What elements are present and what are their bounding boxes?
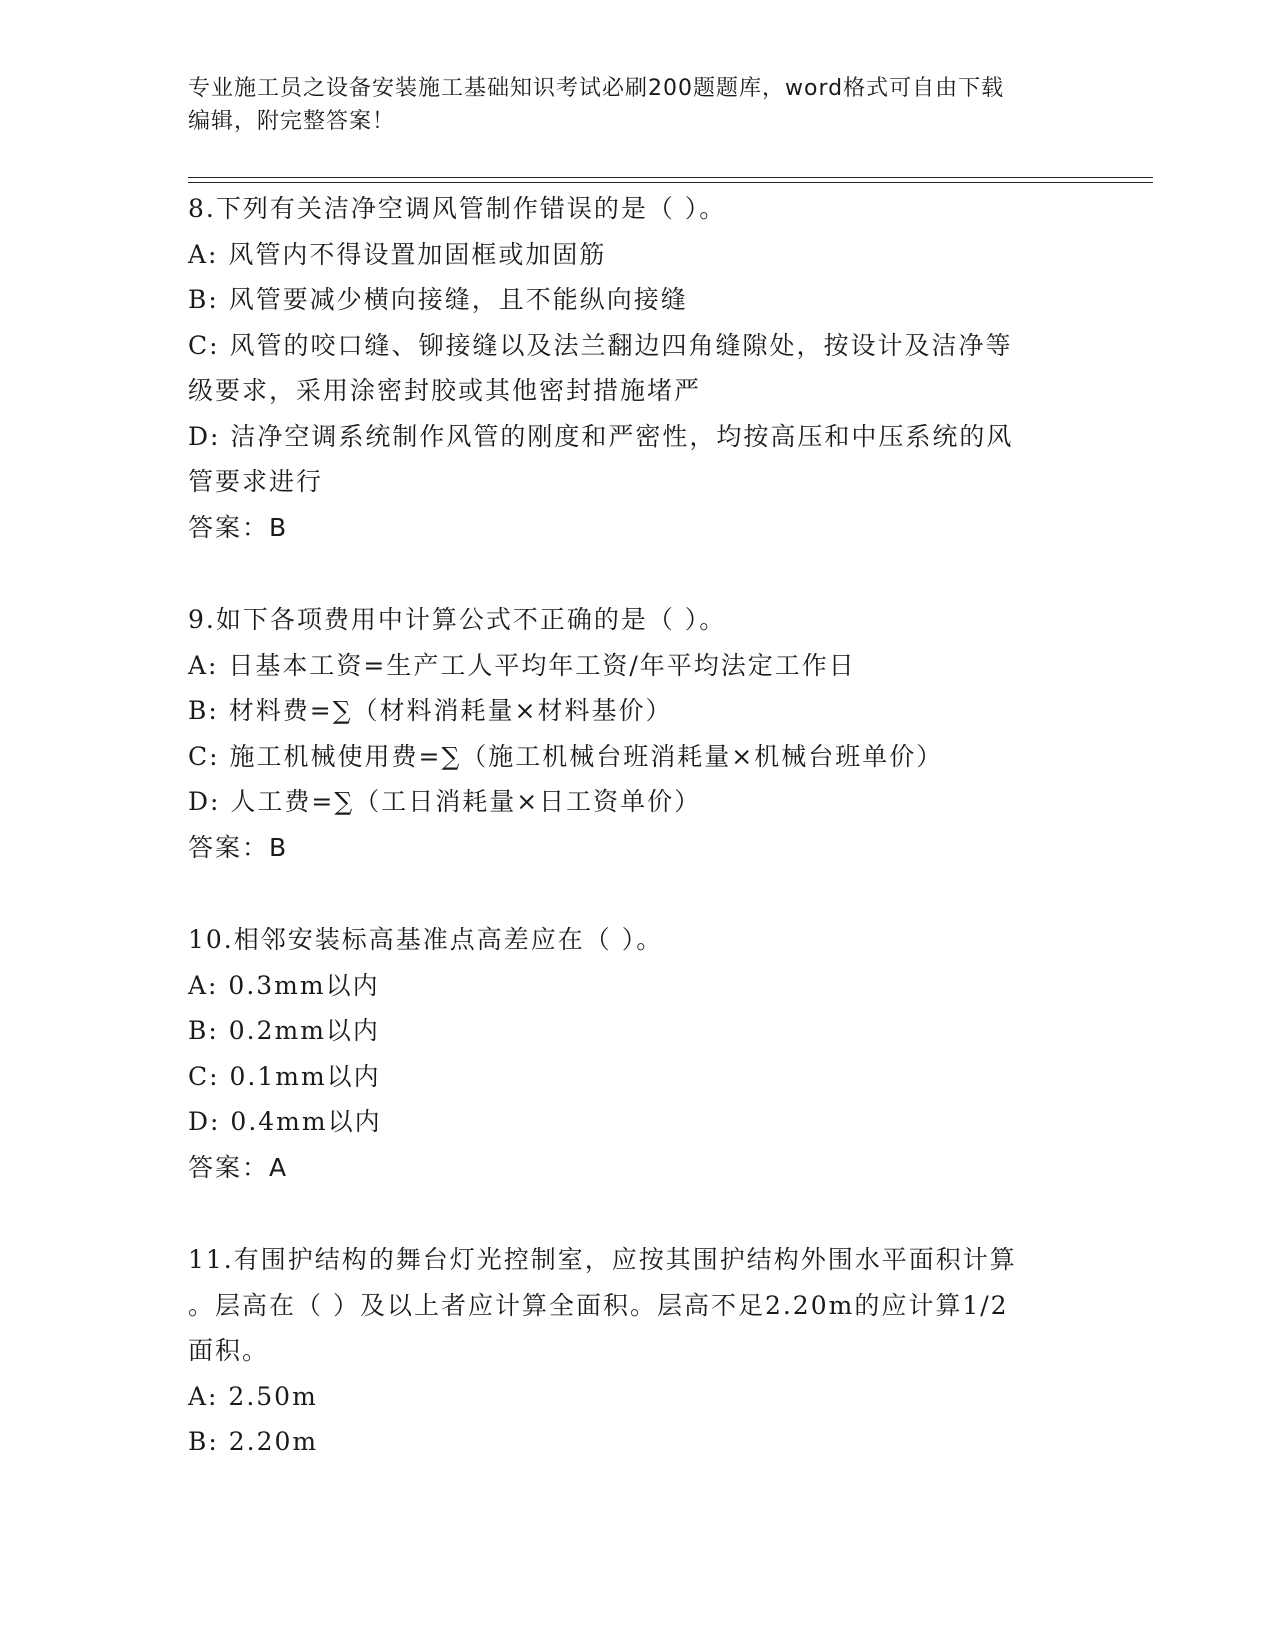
option-a-line: A: 0.3mm以内 — [188, 970, 380, 1000]
question-stem-line: 8.下列有关洁净空调风管制作错误的是（ ）。 — [188, 194, 727, 223]
header-divider-top — [188, 177, 1153, 178]
option-a-line: A: 风管内不得设置加固框或加固筋 — [188, 239, 607, 269]
option-d-line: D: 洁净空调系统制作风管的刚度和严密性，均按高压和中压系统的风 — [188, 421, 1014, 451]
header-divider-bottom — [188, 182, 1153, 183]
header-line-2: 编辑，附完整答案！ — [188, 109, 396, 134]
document-header — [188, 72, 1088, 138]
question-spacer — [188, 1190, 1078, 1237]
question-spacer — [188, 870, 1078, 917]
option-a-line: A: 日基本工资=生产工人平均年工资/年平均法定工作日 — [188, 650, 856, 680]
option-c-line: C: 0.1mm以内 — [188, 1061, 381, 1091]
question-stem-line: 9.如下各项费用中计算公式不正确的是（ ）。 — [188, 605, 727, 634]
question-block — [188, 597, 1078, 870]
option-d-line: D: 人工费=∑（工日消耗量×日工资单价） — [188, 787, 702, 816]
header-line-1: 专业施工员之设备安装施工基础知识考试必刷200题题库，word格式可自由下载 — [188, 76, 1005, 101]
answer-line: 答案：A — [188, 1152, 289, 1182]
answer-line: 答案：B — [188, 512, 289, 542]
question-spacer — [188, 550, 1078, 597]
question-block — [188, 1237, 1078, 1465]
option-b-line: B: 风管要减少横向接缝，且不能纵向接缝 — [188, 285, 688, 314]
option-c-line: C: 施工机械使用费=∑（施工机械台班消耗量×机械台班单价） — [188, 741, 944, 771]
question-stem-line: 10.相邻安装标高基准点高差应在（ ）。 — [188, 925, 664, 954]
option-a-line: A: 2.50m — [188, 1381, 318, 1411]
question-block — [188, 917, 1078, 1190]
option-d-line: D: 0.4mm以内 — [188, 1107, 382, 1136]
question-stem-line: 11.有围护结构的舞台灯光控制室，应按其围护结构外围水平面积计算 — [188, 1245, 1017, 1274]
option-b-line: B: 材料费=∑（材料消耗量×材料基价） — [188, 696, 673, 725]
answer-line: 答案：B — [188, 832, 289, 862]
question-stem-line: 面积。 — [188, 1336, 270, 1365]
question-block — [188, 186, 1078, 550]
option-c-line: C: 风管的咬口缝、铆接缝以及法兰翻边四角缝隙处，按设计及洁净等 — [188, 330, 1013, 360]
option-c-line: 级要求，采用涂密封胶或其他密封措施堵严 — [188, 376, 702, 405]
question-list — [188, 186, 1078, 1465]
question-stem-line: 。层高在（ ）及以上者应计算全面积。层高不足2.20m的应计算1/2 — [188, 1290, 1009, 1320]
option-b-line: B: 0.2mm以内 — [188, 1016, 380, 1045]
option-b-line: B: 2.20m — [188, 1427, 319, 1456]
option-d-line: 管要求进行 — [188, 467, 324, 496]
